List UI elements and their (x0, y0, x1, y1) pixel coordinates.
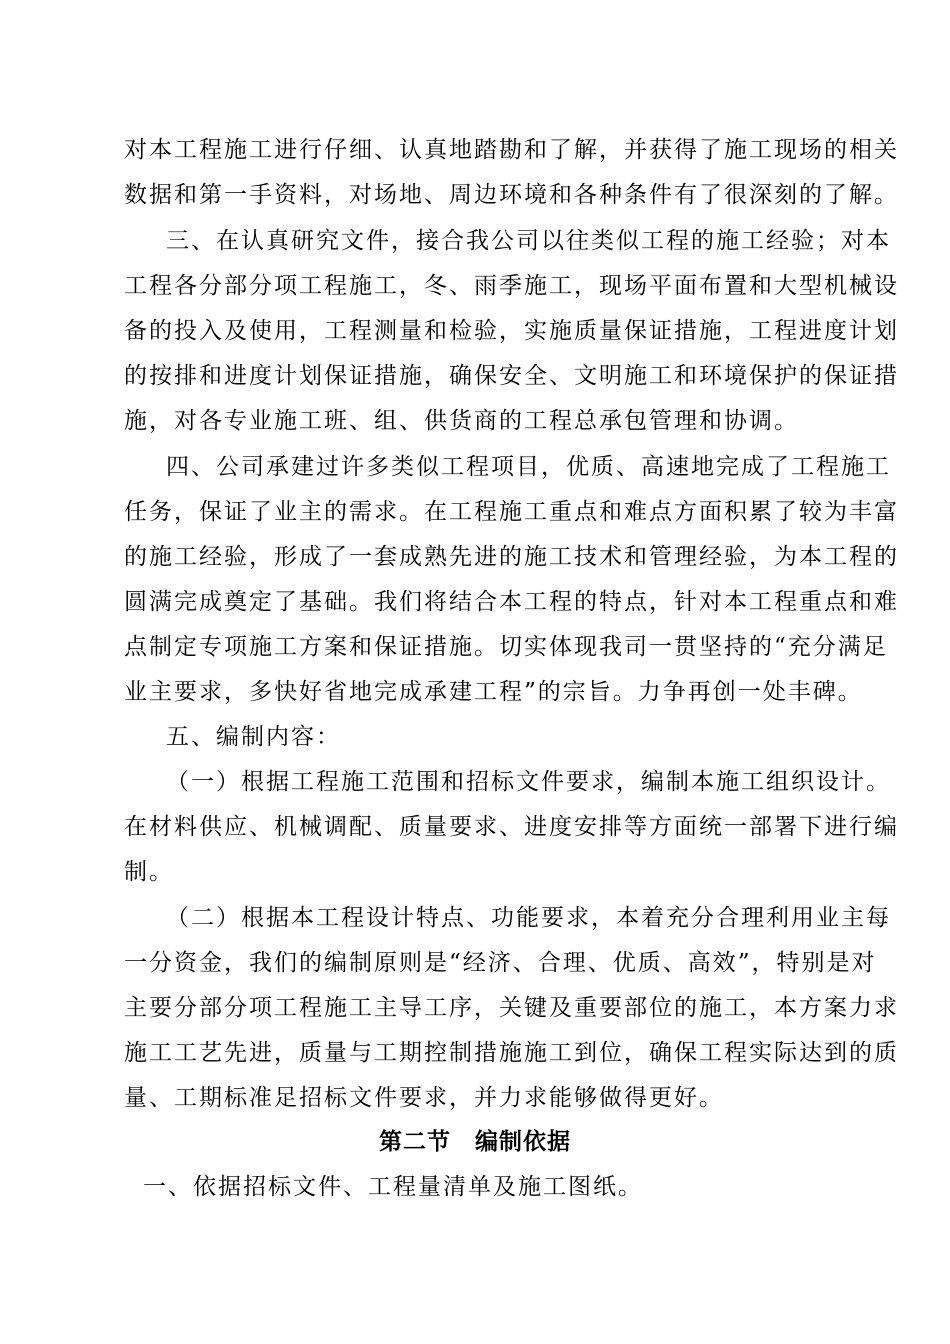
paragraph-line: 任务，保证了业主的需求。在工程施工重点和难点方面积累了较为丰富 (124, 499, 899, 525)
paragraph-line: （一）根据工程施工范围和招标文件要求，编制本施工组织设计。 (166, 769, 891, 795)
paragraph-line: 的按排和进度计划保证措施，确保安全、文明施工和环境保护的保证措 (124, 363, 899, 389)
paragraph-line: 一、依据招标文件、工程量清单及施工图纸。 (143, 1174, 643, 1200)
paragraph-line: 在材料供应、机械调配、质量要求、进度安排等方面统一部署下进行编 (124, 814, 899, 840)
paragraph-line: 主要分部分项工程施工主导工序，关键及重要部位的施工，本方案力求 (124, 995, 899, 1021)
paragraph-line: 工程各分部分项工程施工，冬、雨季施工，现场平面布置和大型机械设 (124, 273, 899, 299)
paragraph-line: 业主要求，多快好省地完成承建工程”的宗旨。力争再创一处丰碑。 (124, 679, 863, 705)
paragraph-line: 量、工期标准足招标文件要求，并力求能够做得更好。 (124, 1085, 724, 1111)
paragraph-line: （二）根据本工程设计特点、功能要求，本着充分合理利用业主每 (166, 905, 891, 931)
paragraph-line: 五、编制内容： (166, 724, 341, 750)
paragraph-line: 数据和第一手资料，对场地、周边环境和各种条件有了很深刻的了解。 (124, 182, 899, 208)
paragraph-line: 施，对各专业施工班、组、供货商的工程总承包管理和协调。 (124, 408, 799, 434)
paragraph-line: 对本工程施工进行仔细、认真地踏勘和了解，并获得了施工现场的相关 (124, 137, 899, 163)
paragraph-line: 备的投入及使用，工程测量和检验，实施质量保证措施，工程进度计划 (124, 318, 899, 344)
paragraph-line: 三、在认真研究文件，接合我公司以往类似工程的施工经验；对本 (166, 228, 891, 254)
paragraph-line: 的施工经验，形成了一套成熟先进的施工技术和管理经验，为本工程的 (124, 544, 899, 570)
paragraph-line: 点制定专项施工方案和保证措施。切实体现我司一贯坚持的“充分满足 (124, 634, 888, 660)
paragraph-line: 施工工艺先进，质量与工期控制措施施工到位，确保工程实际达到的质 (124, 1040, 899, 1066)
paragraph-line: 一分资金，我们的编制原则是“经济、合理、优质、高效”，特别是对 (124, 950, 877, 976)
paragraph-line: 四、公司承建过许多类似工程项目，优质、高速地完成了工程施工 (166, 454, 891, 480)
paragraph-line: 圆满完成奠定了基础。我们将结合本工程的特点，针对本工程重点和难 (124, 589, 899, 615)
section-heading: 第二节 编制依据 (379, 1128, 571, 1155)
paragraph-line: 制。 (124, 859, 174, 885)
